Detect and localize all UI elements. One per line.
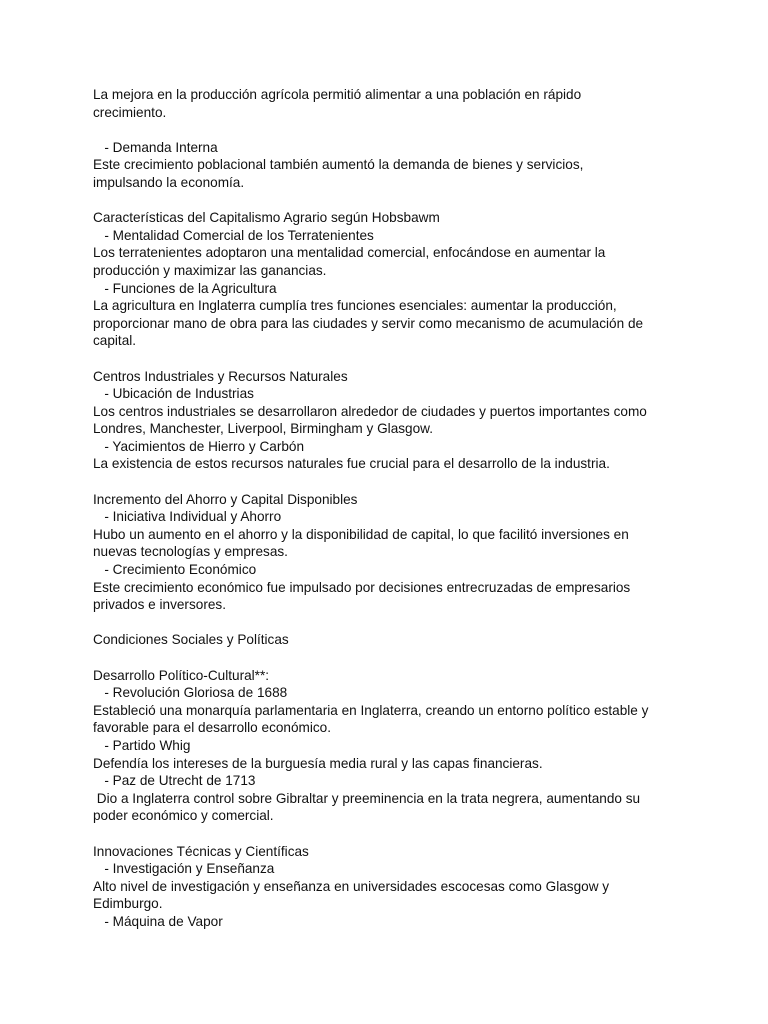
text-line: capital.	[93, 333, 137, 349]
text-line: Innovaciones Técnicas y Científicas	[93, 843, 309, 859]
text-line: - Revolución Gloriosa de 1688	[93, 685, 288, 701]
text-line: - Investigación y Enseñanza	[93, 861, 275, 877]
text-line: - Funciones de la Agricultura	[93, 280, 277, 296]
text-line: Edimburgo.	[93, 896, 163, 912]
text-line: - Ubicación de Industrias	[93, 386, 254, 402]
text-line: La existencia de estos recursos naturales fue crucial para el desarrollo de la industria.	[93, 456, 610, 472]
text-line: Los terratenientes adoptaron una mentalidad comercial, enfocándose en aumentar la	[93, 245, 606, 261]
text-line: Características del Capitalismo Agrario según Hobsbawm	[93, 210, 440, 226]
text-line: - Máquina de Vapor	[93, 913, 223, 929]
text-line: favorable para el desarrollo económico.	[93, 720, 332, 736]
text-line: Hubo un aumento en el ahorro y la disponibilidad de capital, lo que facilitó inversiones en	[93, 526, 629, 542]
text-line: Londres, Manchester, Liverpool, Birmingham y Glasgow.	[93, 421, 434, 437]
text-line: poder económico y comercial.	[93, 808, 274, 824]
text-line: producción y maximizar las ganancias.	[93, 262, 327, 278]
text-line: La mejora en la producción agrícola permitió alimentar a una población en rápido	[93, 87, 582, 102]
blank-line	[93, 350, 693, 368]
blank-line	[93, 473, 693, 491]
text-line: Estableció una monarquía parlamentaria en Inglaterra, creando un entorno político estable y	[93, 702, 649, 718]
text-line: Dio a Inglaterra control sobre Gibraltar y preeminencia en la trata negrera, aumentando su	[93, 790, 641, 806]
blank-line	[93, 825, 693, 843]
text-line: La agricultura en Inglaterra cumplía tres funciones esenciales: aumentar la producción,	[93, 298, 617, 314]
text-line: proporcionar mano de obra para las ciudades y servir como mecanismo de acumulación de	[93, 315, 644, 331]
text-line: - Iniciativa Individual y Ahorro	[93, 509, 282, 525]
text-line: Este crecimiento poblacional también aumentó la demanda de bienes y servicios,	[93, 157, 584, 173]
text-line: nuevas tecnologías y empresas.	[93, 544, 288, 560]
text-line: Los centros industriales se desarrollaron alrededor de ciudades y puertos importantes como	[93, 403, 647, 419]
blank-line	[93, 614, 693, 632]
text-line: crecimiento.	[93, 104, 167, 120]
text-line: impulsando la economía.	[93, 174, 245, 190]
text-line: Este crecimiento económico fue impulsado por decisiones entrecruzadas de empresarios	[93, 579, 631, 595]
blank-line	[93, 121, 693, 139]
text-line: Condiciones Sociales y Políticas	[93, 632, 289, 648]
text-line: - Paz de Utrecht de 1713	[93, 773, 256, 789]
document-page	[93, 86, 693, 931]
blank-line	[93, 192, 693, 210]
text-line: Desarrollo Político-Cultural**:	[93, 667, 270, 683]
text-line: - Yacimientos de Hierro y Carbón	[93, 438, 305, 454]
text-line: Centros Industriales y Recursos Naturales	[93, 368, 348, 384]
text-line: - Mentalidad Comercial de los Terratenientes	[93, 227, 374, 243]
text-line: Defendía los intereses de la burguesía media rural y las capas financieras.	[93, 755, 543, 771]
text-line: - Crecimiento Económico	[93, 562, 257, 578]
text-line: Alto nivel de investigación y enseñanza en universidades escocesas como Glasgow y	[93, 878, 610, 894]
text-line: privados e inversores.	[93, 597, 226, 613]
text-line: - Partido Whig	[93, 737, 191, 753]
text-line: Incremento del Ahorro y Capital Disponibles	[93, 491, 358, 507]
blank-line	[93, 649, 693, 667]
text-line: - Demanda Interna	[93, 139, 218, 155]
